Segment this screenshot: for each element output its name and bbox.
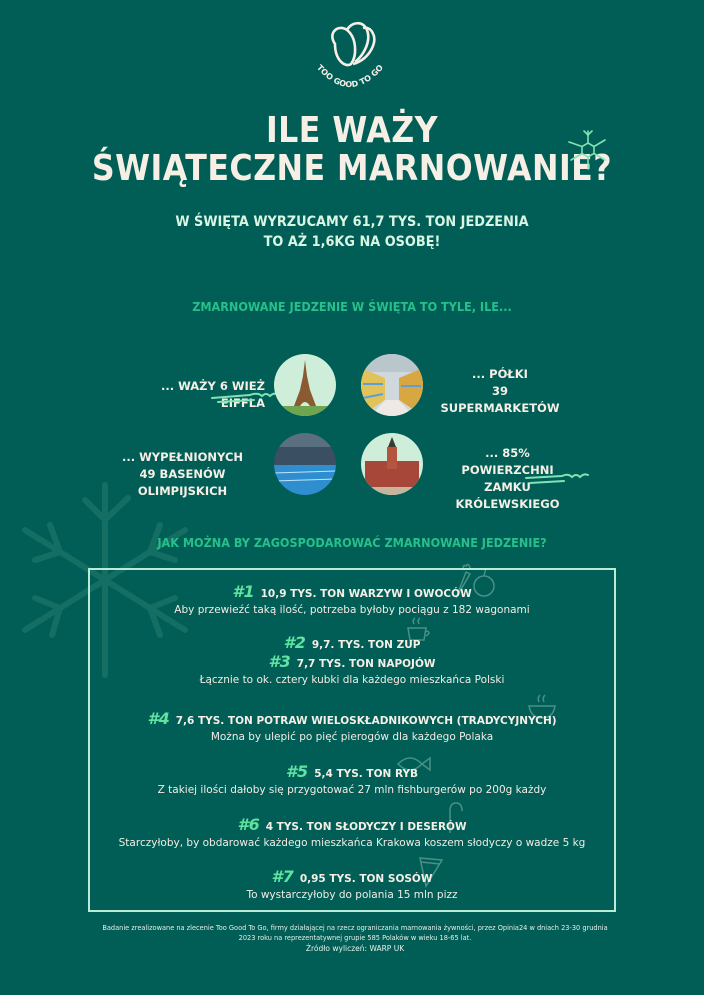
rank-badge: #7 — [271, 867, 294, 886]
subtitle-line-1: W ŚWIĘTA WYRZUCAMY 61,7 TYS. TON JEDZENIA — [175, 214, 529, 230]
rank-badge: #6 — [237, 815, 260, 834]
rank-badge: #5 — [285, 762, 309, 781]
footer-line-2: 2023 roku na reprezentatywnej grupie 585 Polaków w wieku 18-65 lat. — [238, 934, 472, 942]
footer-line-1: Badanie zrealizowane na zlecenie Too Good To Go, firmy działającej na rzecz ograniczania marnowania żywności, przez Opinia24 w dniach 23-30 grudnia — [102, 924, 608, 932]
usage-item-5 — [0, 762, 704, 796]
snowflake-icon — [566, 128, 610, 172]
item-description: Z takiej ilości dałoby się przygotować 27 mln fishburgerów po 200g każdy — [157, 784, 547, 796]
item-title: 7,7 TYS. TON NAPOJÓW — [296, 658, 436, 670]
subtitle-line-2: TO AŻ 1,6KG NA OSOBĘ! — [263, 234, 441, 250]
comparison-pool-text: ... WYPEŁNIONYCH 49 BASENÓW OLIMPIJSKICH — [121, 450, 244, 498]
royal-castle-photo — [361, 433, 423, 495]
footer-source: Źródło wyliczeń: WARP UK — [305, 944, 405, 953]
title-line-2: ŚWIĄTECZNE MARNOWANIE? — [91, 148, 613, 189]
usage-item-6 — [0, 815, 704, 849]
item-title: 10,9 TYS. TON WARZYW I OWOCÓW — [260, 588, 472, 600]
item-title: 0,95 TYS. TON SOSÓW — [299, 873, 433, 885]
comparisons-heading: ZMARNOWANE JEDZENIE W ŚWIĘTA TO TYLE, ILE... — [192, 299, 512, 314]
rank-badge: #2 — [283, 633, 306, 652]
too-good-to-go-logo — [305, 18, 395, 98]
supermarket-photo — [361, 354, 423, 416]
rank-badge: #1 — [232, 582, 255, 601]
usage-item-2 — [0, 633, 704, 652]
usage-item-4 — [0, 709, 704, 743]
item-title: 9,7. TYS. TON ZUP — [311, 639, 421, 651]
usage-item-3 — [0, 652, 704, 686]
squiggle-underline-icon — [522, 470, 590, 486]
usage-item-7 — [0, 867, 704, 901]
item-description: Łącznie to ok. cztery kubki dla każdego mieszkańca Polski — [199, 674, 505, 686]
item-description: Aby przewieźć taką ilość, potrzeba byłoby pociągu z 182 wagonami — [174, 604, 530, 616]
usage-item-1 — [0, 582, 704, 616]
title-line-1: ILE WAŻY — [265, 110, 439, 151]
item-description: To wystarczyłoby do polania 15 mln pizz — [246, 889, 458, 901]
pool-photo — [274, 433, 336, 495]
item-description: Można by ulepić po pięć pierogów dla każdego Polaka — [210, 731, 494, 743]
rank-badge: #4 — [147, 709, 170, 728]
squiggle-underline-icon — [210, 390, 280, 404]
logo-text: TOO GOOD TO GO — [314, 63, 386, 90]
rank-badge: #3 — [268, 652, 291, 671]
usage-heading: JAK MOŻNA BY ZAGOSPODAROWAĆ ZMARNOWANE JEDZENIE? — [157, 535, 547, 550]
subtitle — [28, 212, 676, 252]
item-title: 4 TYS. TON SŁODYCZY I DESERÓW — [265, 821, 467, 833]
comparison-castle-text: ... 85% POWIERZCHNI ZAMKU KRÓLEWSKIEGO — [455, 446, 560, 511]
comparison-eiffel-text: ... WAŻY 6 WIEŻ EIFFLA — [160, 379, 265, 410]
item-title: 5,4 TYS. TON RYB — [314, 768, 419, 780]
svg-text:TOO GOOD TO GO — [315, 63, 385, 89]
item-title: 7,6 TYS. TON POTRAW WIELOSKŁADNIKOWYCH (TRADYCYJNYCH) — [175, 715, 557, 727]
comparison-supermarket-text: ... PÓŁKI 39 SUPERMARKETÓW — [440, 367, 560, 415]
item-description: Starczyłoby, by obdarować każdego mieszkańca Krakowa koszem słodyczy o wadze 5 kg — [118, 837, 586, 849]
footer-note — [90, 923, 620, 954]
eiffel-tower-photo — [274, 354, 336, 416]
